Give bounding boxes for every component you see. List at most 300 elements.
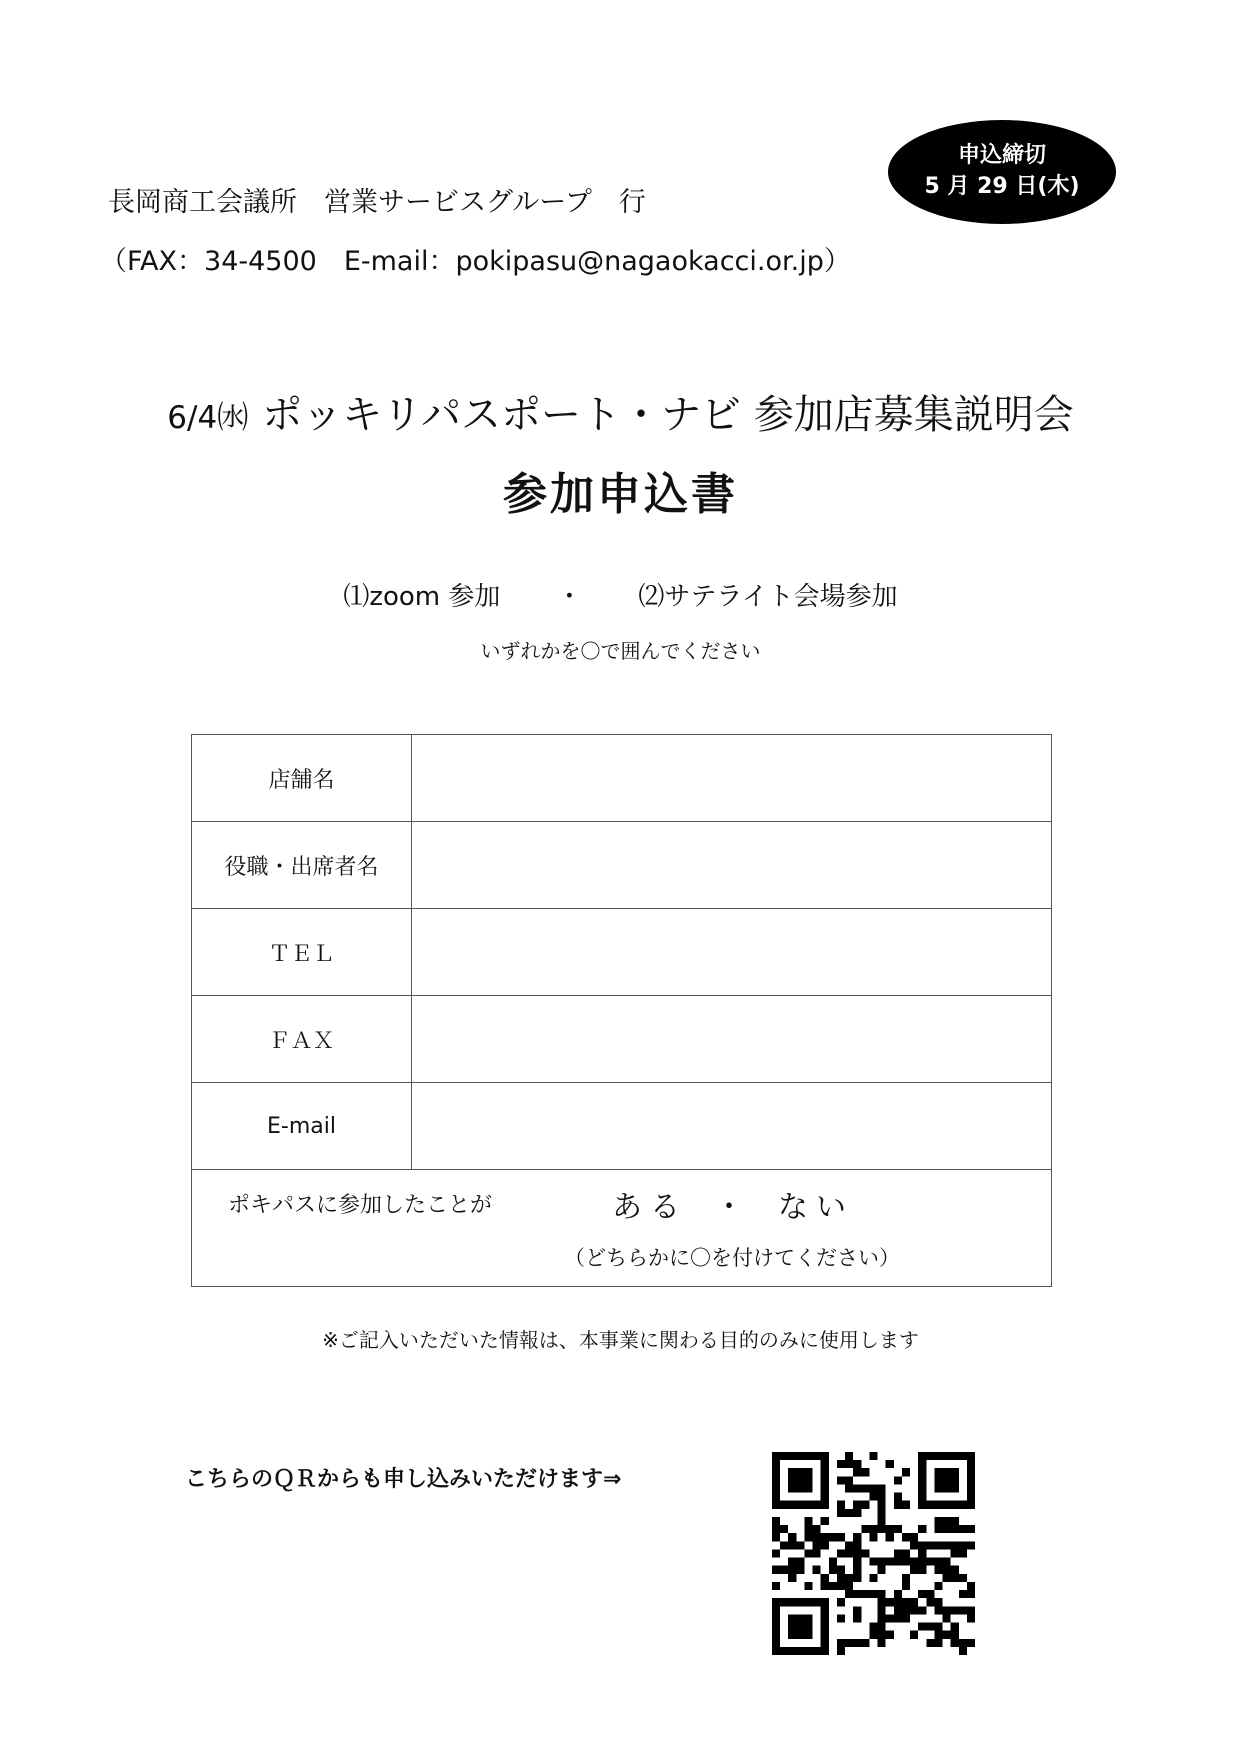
qr-module [943, 1468, 951, 1476]
qr-module [813, 1598, 821, 1606]
qr-module [959, 1452, 967, 1460]
qr-module [959, 1590, 967, 1598]
qr-module [845, 1509, 853, 1517]
qr-module [821, 1647, 829, 1655]
qr-module [821, 1493, 829, 1501]
qr-module [837, 1582, 845, 1590]
qr-module [772, 1631, 780, 1639]
qr-module [943, 1606, 951, 1614]
qr-module [934, 1452, 942, 1460]
qr-module [902, 1614, 910, 1622]
qr-module [780, 1501, 788, 1509]
qr-module [878, 1525, 886, 1533]
qr-module [951, 1452, 959, 1460]
qr-module [943, 1476, 951, 1484]
qr-module [869, 1623, 877, 1631]
qr-module [772, 1582, 780, 1590]
qr-module [878, 1598, 886, 1606]
qr-module [910, 1606, 918, 1614]
qr-module [926, 1598, 934, 1606]
option-zoom[interactable]: ⑴zoom 参加 [343, 582, 501, 612]
qr-module [788, 1452, 796, 1460]
qr-module [926, 1541, 934, 1549]
qr-module [918, 1460, 926, 1468]
qr-module [878, 1484, 886, 1492]
qr-module [878, 1558, 886, 1566]
qr-module [788, 1574, 796, 1582]
qr-module [804, 1631, 812, 1639]
title-date: 6/4㈬ [167, 400, 249, 436]
qr-module [845, 1549, 853, 1557]
qr-module [821, 1606, 829, 1614]
qr-module [910, 1598, 918, 1606]
qr-module [796, 1614, 804, 1622]
experience-answers [612, 1182, 854, 1226]
qr-module [918, 1468, 926, 1476]
qr-module [853, 1468, 861, 1476]
qr-module [788, 1623, 796, 1631]
qr-module [934, 1476, 942, 1484]
qr-module [821, 1460, 829, 1468]
qr-module [943, 1574, 951, 1582]
label-attendee: 役職・出席者名 [192, 822, 412, 909]
label-shop-name: 店舗名 [192, 735, 412, 822]
qr-module [934, 1598, 942, 1606]
experience-cell [192, 1170, 1052, 1287]
qr-module [845, 1541, 853, 1549]
document-title [0, 383, 1241, 440]
qr-module [910, 1558, 918, 1566]
qr-module [886, 1631, 894, 1639]
qr-module [861, 1501, 869, 1509]
qr-module [918, 1549, 926, 1557]
qr-module [967, 1501, 975, 1509]
qr-module [902, 1598, 910, 1606]
qr-module [926, 1501, 934, 1509]
qr-module [926, 1558, 934, 1566]
form-row-email [192, 1083, 1052, 1170]
qr-module [837, 1501, 845, 1509]
qr-module [853, 1460, 861, 1468]
qr-module [821, 1533, 829, 1541]
field-tel[interactable] [412, 909, 1052, 996]
qr-module [951, 1484, 959, 1492]
qr-module [878, 1614, 886, 1622]
qr-module [845, 1452, 853, 1460]
qr-module [796, 1541, 804, 1549]
qr-module [861, 1549, 869, 1557]
qr-module [934, 1606, 942, 1614]
qr-module [813, 1566, 821, 1574]
qr-module [821, 1639, 829, 1647]
qr-module [804, 1452, 812, 1460]
qr-module [821, 1598, 829, 1606]
qr-module [951, 1525, 959, 1533]
qr-module [967, 1468, 975, 1476]
qr-module [780, 1541, 788, 1549]
qr-module [772, 1606, 780, 1614]
qr-module [934, 1517, 942, 1525]
qr-module [796, 1484, 804, 1492]
qr-module [845, 1484, 853, 1492]
qr-module [926, 1623, 934, 1631]
qr-module [894, 1549, 902, 1557]
qr-module [772, 1484, 780, 1492]
label-tel: ＴＥＬ [192, 909, 412, 996]
qr-module [829, 1558, 837, 1566]
qr-module [837, 1566, 845, 1574]
qr-module [902, 1501, 910, 1509]
qr-module [894, 1590, 902, 1598]
qr-module [886, 1598, 894, 1606]
qr-module [829, 1566, 837, 1574]
qr-module [804, 1549, 812, 1557]
qr-module [878, 1501, 886, 1509]
qr-module [821, 1468, 829, 1476]
qr-module [772, 1614, 780, 1622]
qr-instruction: こちらのＱＲからも申し込みいただけます⇒ [185, 1467, 622, 1492]
qr-module [804, 1476, 812, 1484]
form-row-attendee [192, 822, 1052, 909]
qr-module [943, 1558, 951, 1566]
qr-module [869, 1452, 877, 1460]
qr-module [951, 1606, 959, 1614]
qr-module [951, 1541, 959, 1549]
qr-module [772, 1460, 780, 1468]
qr-module [918, 1541, 926, 1549]
qr-module [837, 1509, 845, 1517]
qr-module [967, 1606, 975, 1614]
qr-module [869, 1574, 877, 1582]
qr-module [918, 1476, 926, 1484]
qr-module [967, 1541, 975, 1549]
qr-module [837, 1574, 845, 1582]
qr-module [967, 1460, 975, 1468]
qr-module [829, 1582, 837, 1590]
experience-note: （どちらかに〇を付けてください） [564, 1246, 900, 1270]
qr-module [813, 1525, 821, 1533]
qr-module [804, 1598, 812, 1606]
qr-module [837, 1460, 845, 1468]
qr-module [934, 1639, 942, 1647]
qr-module [943, 1525, 951, 1533]
qr-module [780, 1647, 788, 1655]
qr-module [878, 1639, 886, 1647]
qr-module [967, 1452, 975, 1460]
qr-module [796, 1598, 804, 1606]
qr-module [951, 1501, 959, 1509]
qr-module [959, 1606, 967, 1614]
qr-module [902, 1558, 910, 1566]
qr-module [853, 1533, 861, 1541]
qr-module [821, 1517, 829, 1525]
qr-module [853, 1574, 861, 1582]
qr-module [959, 1549, 967, 1557]
qr-module [788, 1541, 796, 1549]
application-form [191, 734, 1052, 1287]
field-shop-name[interactable] [412, 735, 1052, 822]
qr-module [853, 1606, 861, 1614]
qr-module [788, 1476, 796, 1484]
qr-module [910, 1541, 918, 1549]
qr-module [926, 1639, 934, 1647]
qr-module [878, 1631, 886, 1639]
qr-module [934, 1566, 942, 1574]
qr-module [902, 1549, 910, 1557]
qr-module [821, 1614, 829, 1622]
qr-module [861, 1590, 869, 1598]
qr-module [837, 1533, 845, 1541]
qr-module [869, 1484, 877, 1492]
qr-module [788, 1533, 796, 1541]
qr-module [869, 1525, 877, 1533]
qr-module [943, 1517, 951, 1525]
qr-module [772, 1517, 780, 1525]
qr-module [796, 1476, 804, 1484]
qr-module [804, 1468, 812, 1476]
qr-module [878, 1590, 886, 1598]
qr-module [780, 1452, 788, 1460]
qr-module [853, 1590, 861, 1598]
qr-module [821, 1582, 829, 1590]
qr-module [788, 1598, 796, 1606]
qr-module [926, 1590, 934, 1598]
qr-module [772, 1476, 780, 1484]
qr-module [821, 1501, 829, 1509]
qr-module [813, 1647, 821, 1655]
qr-module [934, 1558, 942, 1566]
qr-module [796, 1623, 804, 1631]
answer-no[interactable]: ない [778, 1190, 854, 1225]
qr-module [934, 1525, 942, 1533]
qr-module [772, 1493, 780, 1501]
qr-module [967, 1639, 975, 1647]
qr-module [934, 1623, 942, 1631]
qr-module [821, 1631, 829, 1639]
qr-module [837, 1598, 845, 1606]
recipient-line: 長岡商工会議所 営業サービスグループ 行 [108, 187, 646, 218]
qr-module [902, 1606, 910, 1614]
qr-module [918, 1566, 926, 1574]
qr-module [780, 1598, 788, 1606]
qr-module [967, 1590, 975, 1598]
participation-options [0, 576, 1241, 613]
qr-module [845, 1639, 853, 1647]
qr-module [788, 1647, 796, 1655]
qr-module [804, 1614, 812, 1622]
qr-module [910, 1533, 918, 1541]
qr-module [788, 1484, 796, 1492]
qr-module [951, 1468, 959, 1476]
qr-module [951, 1639, 959, 1647]
deadline-date: 5 月 29 日(木) [924, 174, 1080, 199]
choose-note: いずれかを〇で囲んでください [480, 639, 761, 663]
qr-module [796, 1452, 804, 1460]
qr-module [869, 1631, 877, 1639]
qr-module [780, 1566, 788, 1574]
qr-module [934, 1501, 942, 1509]
qr-module [772, 1623, 780, 1631]
qr-module [837, 1476, 845, 1484]
qr-module [951, 1574, 959, 1582]
qr-module [951, 1517, 959, 1525]
qr-module [959, 1647, 967, 1655]
qr-module [951, 1476, 959, 1484]
qr-module [910, 1566, 918, 1574]
qr-module [918, 1590, 926, 1598]
qr-module [853, 1558, 861, 1566]
qr-module [951, 1566, 959, 1574]
qr-module [934, 1541, 942, 1549]
qr-module [926, 1452, 934, 1460]
qr-module [845, 1476, 853, 1484]
qr-module [869, 1533, 877, 1541]
field-attendee[interactable] [412, 822, 1052, 909]
qr-module [967, 1493, 975, 1501]
qr-module [853, 1549, 861, 1557]
qr-module [951, 1549, 959, 1557]
qr-code-icon[interactable] [772, 1452, 975, 1655]
qr-module [796, 1631, 804, 1639]
qr-module [951, 1623, 959, 1631]
qr-module [918, 1525, 926, 1533]
qr-module [967, 1484, 975, 1492]
qr-module [886, 1533, 894, 1541]
qr-module [967, 1476, 975, 1484]
qr-module [869, 1590, 877, 1598]
form-row-tel [192, 909, 1052, 996]
qr-module [853, 1639, 861, 1647]
form-row-experience [192, 1170, 1052, 1287]
qr-module [902, 1468, 910, 1476]
answer-separator: ・ [714, 1190, 752, 1225]
qr-module [804, 1525, 812, 1533]
label-fax: ＦＡＸ [192, 996, 412, 1083]
qr-module [886, 1525, 894, 1533]
qr-module [894, 1614, 902, 1622]
qr-module [918, 1452, 926, 1460]
qr-module [943, 1614, 951, 1622]
qr-module [967, 1525, 975, 1533]
qr-module [918, 1623, 926, 1631]
qr-module [853, 1509, 861, 1517]
qr-module [878, 1566, 886, 1574]
qr-module [804, 1623, 812, 1631]
option-separator: ・ [556, 582, 583, 612]
field-fax[interactable] [412, 996, 1052, 1083]
qr-module [886, 1460, 894, 1468]
qr-module [878, 1623, 886, 1631]
experience-question: ポキパスに参加したことが [228, 1193, 493, 1218]
qr-module [796, 1647, 804, 1655]
qr-module [918, 1501, 926, 1509]
title-text: ポッキリパスポート・ナビ 参加店募集説明会 [262, 392, 1074, 438]
qr-module [788, 1468, 796, 1476]
qr-module [821, 1574, 829, 1582]
qr-module [772, 1452, 780, 1460]
qr-module [878, 1606, 886, 1614]
answer-yes[interactable]: ある [612, 1190, 688, 1225]
qr-module [813, 1452, 821, 1460]
qr-module [943, 1501, 951, 1509]
qr-module [886, 1558, 894, 1566]
qr-module [845, 1582, 853, 1590]
option-satellite[interactable]: ⑵サテライト会場参加 [638, 582, 898, 612]
document-subtitle: 参加申込書 [503, 469, 738, 520]
qr-module [894, 1525, 902, 1533]
qr-module [772, 1639, 780, 1647]
qr-module [918, 1606, 926, 1614]
qr-module [853, 1566, 861, 1574]
qr-module [959, 1501, 967, 1509]
qr-module [813, 1501, 821, 1509]
qr-module [967, 1614, 975, 1622]
qr-module [894, 1558, 902, 1566]
qr-module [959, 1574, 967, 1582]
qr-module [959, 1639, 967, 1647]
qr-module [943, 1484, 951, 1492]
qr-module [772, 1468, 780, 1476]
qr-module [813, 1549, 821, 1557]
qr-module [894, 1493, 902, 1501]
qr-module [894, 1501, 902, 1509]
qr-module [813, 1541, 821, 1549]
qr-module [902, 1582, 910, 1590]
qr-module [853, 1501, 861, 1509]
qr-module [943, 1566, 951, 1574]
qr-module [861, 1639, 869, 1647]
qr-module [813, 1533, 821, 1541]
qr-module [804, 1647, 812, 1655]
qr-module [845, 1590, 853, 1598]
qr-module [821, 1452, 829, 1460]
qr-module [853, 1614, 861, 1622]
qr-module [796, 1566, 804, 1574]
qr-module [837, 1647, 845, 1655]
form-row-shop [192, 735, 1052, 822]
qr-module [772, 1598, 780, 1606]
qr-module [861, 1525, 869, 1533]
qr-module [934, 1468, 942, 1476]
qr-module [894, 1606, 902, 1614]
qr-module [780, 1525, 788, 1533]
qr-module [943, 1452, 951, 1460]
qr-module [821, 1484, 829, 1492]
qr-module [772, 1525, 780, 1533]
deadline-badge [888, 120, 1116, 224]
deadline-label: 申込締切 [957, 143, 1046, 169]
contact-line: （FAX：34-4500 E-mail：pokipasu@nagaokacci.or.jp） [100, 246, 851, 277]
qr-module [959, 1541, 967, 1549]
qr-module [804, 1582, 812, 1590]
qr-module [804, 1533, 812, 1541]
qr-module [845, 1460, 853, 1468]
qr-module [918, 1493, 926, 1501]
qr-module [878, 1517, 886, 1525]
qr-module [894, 1476, 902, 1484]
qr-module [837, 1614, 845, 1622]
qr-module [796, 1501, 804, 1509]
qr-module [829, 1533, 837, 1541]
field-email[interactable] [412, 1083, 1052, 1170]
qr-module [869, 1493, 877, 1501]
qr-module [788, 1631, 796, 1639]
qr-module [796, 1558, 804, 1566]
qr-module [804, 1484, 812, 1492]
qr-module [796, 1468, 804, 1476]
qr-module [894, 1598, 902, 1606]
qr-module [943, 1631, 951, 1639]
